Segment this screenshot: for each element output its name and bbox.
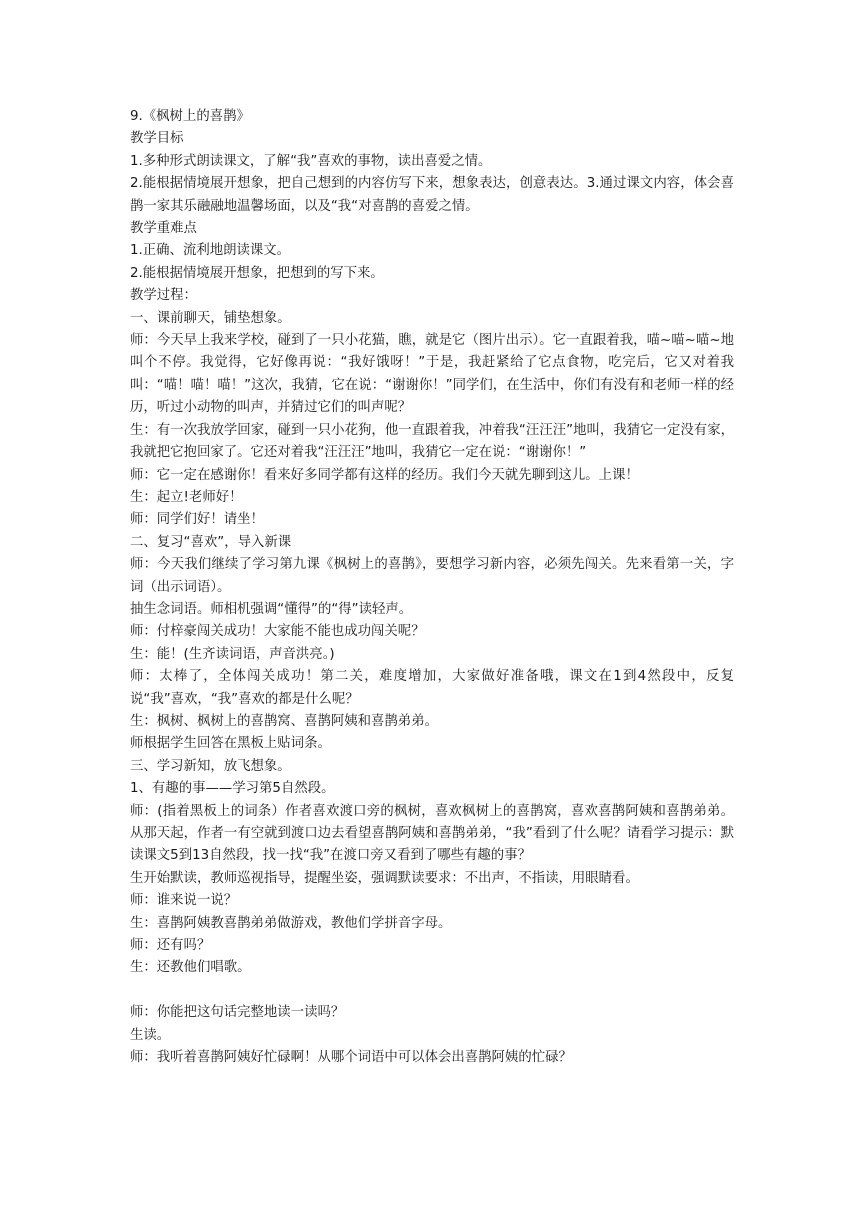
dialogue-paragraph: 生：喜鹊阿姨教喜鹊弟弟做游戏，教他们学拼音字母。 [130,915,452,931]
step-heading-3: 三、学习新知，放飞想象。 [130,758,291,774]
lesson-title: 9.《枫树上的喜鹊》 [130,109,250,124]
section-heading-process: 教学过程： [130,288,197,304]
sub-step-heading-1: 1、有趣的事——学习第5自然段。 [130,781,335,797]
dialogue-paragraph: 师：谁来说一说？ [130,893,238,909]
dialogue-paragraph: 师：还有吗？ [130,938,211,954]
dialogue-paragraph: 师：我听着喜鹊阿姨好忙碌啊！从哪个词语中可以体会出喜鹊阿姨的忙碌？ [130,1050,572,1066]
dialogue-paragraph: 抽生念词语。师相机强调“懂得”的“得”读轻声。 [130,601,413,617]
dialogue-paragraph: 师：(指着黑板上的词条）作者喜欢渡口旁的枫树，喜欢枫树上的喜鹊窝，喜欢喜鹊阿姨和喜鹊弟弟。从那天起，作者一有空就到渡口边去看望喜鹊阿姨和喜鹊弟弟，“我”看到了什么呢？请看学习提示：默读课文5到13自然段，找一找“我”在渡口旁又看到了哪些有趣的事？ [130,803,734,864]
key-point-1: 1.正确、流利地朗读课文。 [130,243,291,259]
key-point-2: 2.能根据情境展开想象，把想到的写下来。 [130,265,384,281]
dialogue-paragraph: 师：今天早上我来学校，碰到了一只小花猫，瞧，就是它（图片出示）。它一直跟着我，喵~喵~喵~地叫个不停。我觉得，它好像再说：“我好饿呀！”于是，我赶紧给了它点食物，吃完后，它又对着我叫：“喵！喵！喵！”这次，我猜，它在说：“谢谢你！”同学们，在生活中，你们有没有和老师一样的经历，听过小动物的叫声，并猜过它们的叫声呢？ [130,333,734,416]
dialogue-paragraph: 师根据学生回答在黑板上贴词条。 [130,736,331,752]
dialogue-paragraph: 生读。 [130,1027,171,1043]
dialogue-paragraph: 生：还教他们唱歌。 [130,960,251,976]
section-heading-goals: 教学目标 [130,131,184,147]
dialogue-paragraph: 师：太棒了，全体闯关成功！第二关，难度增加，大家做好准备哦，课文在1到4然段中，反复说“我”喜欢，“我”喜欢的都是什么呢？ [130,669,734,707]
step-heading-2: 二、复习“喜欢”，导入新课 [130,534,292,550]
dialogue-paragraph: 生：有一次我放学回家，碰到一只小花狗，他一直跟着我，冲着我“汪汪汪”地叫，我猜它一定没有家，我就把它抱回家了。它还对着我“汪汪汪”地叫，我猜它一定在说：“谢谢你！” [130,422,734,461]
step-heading-1: 一、课前聊天，铺垫想象。 [130,310,291,326]
dialogue-paragraph: 师：今天我们继续了学习第九课《枫树上的喜鹊》，要想学习新内容，必须先闯关。先来看第一关，字词（出示词语）。 [130,557,734,595]
dialogue-paragraph: 生：能！(生齐读词语，声音洪亮。) [130,646,335,662]
goal-item-2-3: 2.能根据情境展开想象，把自己想到的内容仿写下来，想象表达，创意表达。3.通过课文内容，体会喜鹊一家其乐融融地温馨场面，以及“我“对喜鹊的喜爱之情。 [130,176,734,214]
dialogue-paragraph: 生：起立!老师好！ [130,489,243,505]
dialogue-paragraph: 生开始默读，教师巡视指导，提醒坐姿，强调默读要求：不出声，不指读，用眼睛看。 [130,870,639,886]
section-heading-key-points: 教学重难点 [130,221,197,237]
blank-line [130,980,734,1002]
dialogue-paragraph: 师：你能把这句话完整地读一读吗？ [130,1005,345,1021]
dialogue-paragraph: 师：它一定在感谢你！看来好多同学都有这样的经历。我们今天就先聊到这儿。上课！ [130,467,639,483]
dialogue-paragraph: 师：同学们好！请坐！ [130,512,264,528]
goal-item-1: 1.多种形式朗读课文，了解“我”喜欢的事物，读出喜爱之情。 [130,153,492,169]
dialogue-paragraph: 生：枫树、枫树上的喜鹊窝、喜鹊阿姨和喜鹊弟弟。 [130,713,438,729]
dialogue-paragraph: 师：付梓豪闯关成功！大家能不能也成功闯关呢？ [130,624,425,640]
document-body [130,106,734,1069]
